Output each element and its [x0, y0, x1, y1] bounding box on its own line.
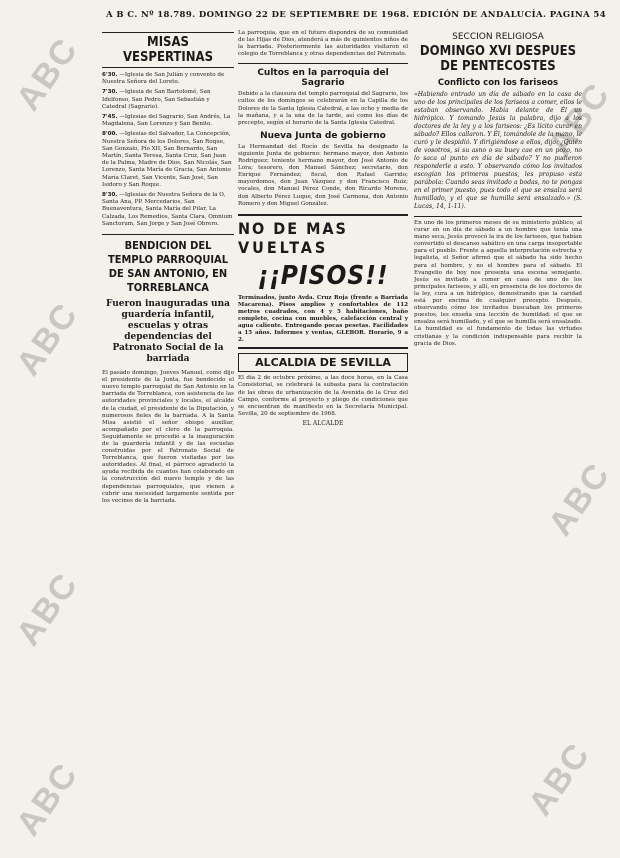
alcaldia-body: El día 2 de octubre próximo, a las doce horas, en la Casa Consistorial, se celebrará la subasta para la contratación de las obras de urbanización de la Avenida de la Cruz del Campo, conforme al proyecto y pliego de condiciones que se encuentran de manifiesto en la Secretaría Municipal. Sevilla, 20 de septiembre de 1968. — [238, 375, 408, 417]
ad-box — [238, 214, 408, 350]
ad-line1: NO DE MAS — [238, 218, 348, 238]
alcaldia-title: ALCALDIA DE SEVILLA — [238, 353, 408, 372]
watermark: ABC — [9, 295, 86, 383]
intro-text: La parroquia, que en el futuro dispondrá de su comunidad de las Hijas de Dios, atenderá a más de quinientos niños de la barriada. Posteriormente las autoridades visitaron el colegio de Torreblanca y otras dependencias del Patronato. — [238, 30, 408, 58]
sunday-subtitle: Conflicto con los fariseos — [437, 78, 559, 88]
ad-big: ¡¡PISOS!! — [257, 260, 389, 291]
mass-item: 7'45. —Iglesias del Sagrario, San Andrés, La Magdalena, San Lorenzo y San Benito. — [102, 114, 231, 128]
sunday-title-2: DE PENTECOSTES — [440, 59, 556, 74]
mass-item: 6'30. —Iglesia de San Julián y convento de Nuestra Señora del Loreto. — [102, 72, 225, 86]
junta-title: Nueva Junta de gobierno — [260, 130, 386, 141]
watermark: ABC — [9, 565, 86, 653]
ad-line2: VUELTAS — [238, 237, 329, 257]
section-label: SECCION RELIGIOSA — [452, 32, 544, 42]
subheadline: Fueron inauguradas una guardería infantil, escuelas y otras dependencias del Patronato Social de la barriada — [106, 299, 230, 365]
headline: BENDICION DEL TEMPLO PARROQUIAL DE SAN ANTONIO, EN TORREBLANCA — [107, 239, 229, 295]
ad-body: Terminados, junto Avda. Cruz Roja (frente a Barriada Macarena). Pisos amplios y confortables de 112 metros cuadrados, con 4 y 5 habitaciones, baño completo, cocina con muebles, calefacción central y agua caliente. Entregando pocas pesetas. Facilidades a 15 años. Informes y ventas, GLEBOR. Horario, 9 a 2. — [238, 294, 408, 344]
cultos-title: Cultos en la parroquia del Sagrario — [257, 68, 389, 89]
junta-body: La Hermandad del Rocío de Sevilla ha designado la siguiente Junta de gobierno: hermano mayor, don Antonio Rodríguez; teniente hermano mayor, don José Antonio de Lora; tesorero, don Manuel Sánchez; secretario, don Enrique Fernández; fiscal, don Rafael Garrido; mayordomos, don Juan Vázquez y don Francisco Ruiz; vocales, don Manuel Pérez Conde, don Ricardo Moreno, don Alberto Pérez Luque, don José Carmona, don Antonio Romero y don Miguel González. — [238, 143, 408, 207]
column-left — [102, 30, 234, 840]
sunday-title-1: DOMINGO XVI DESPUES — [419, 44, 577, 59]
misas-title: MISAS VESPERTINAS — [122, 35, 214, 65]
column-middle — [238, 30, 408, 840]
watermark: ABC — [541, 455, 618, 543]
mass-item: 7'30. —Iglesia de San Bartolomé, San Idelfonso, San Pedro, San Sebastián y Catedral (Sagrario). — [102, 89, 211, 110]
mass-list — [102, 72, 234, 228]
watermark: ABC — [9, 30, 86, 118]
page-header: A B C. Nº 18.789. DOMINGO 22 DE SEPTIEMBRE DE 1968. EDICIÓN DE ANDALUCÍA. PAGINA 54 — [106, 10, 607, 20]
alcaldia-sign: EL ALCALDE — [302, 419, 344, 427]
gospel-text: «Habiendo entrado un día de sábado en la casa de uno de los principales de los fariseos a comer, ellos le estaban observando. Había delante de Él un hidrópico. Y tomando Jesús la palabra, dijo a los doctores de la ley y a los fariseos: ¿Es lícito curar en sábado? Ellos callaron. Y Él, tomándole de la mano, le curó y le despidió. Y dirigiéndose a ellos, dijo: ¿Quién de vosotros, si su asno o su buey cae en un pozo, no lo saca al punto en día de sábado? Y no pudieron responderle a esto. Y observando cómo los invitados escogían los primeros puestos, les propuso esta parábola: Cuando seas invitado a bodas, no te pongas en el primer puesto, pues todo el que se ensalza será humillado, y el que se humilla será ensalzado.» (S. Lucas, 14, 1-11). — [414, 91, 582, 210]
watermark: ABC — [9, 755, 86, 843]
cultos-body: Debido a la clausura del templo parroquial del Sagrario, los cultos de los domingos se celebrarán en la Capilla de los Dolores de la Santa Iglesia Catedral, a las ocho y media de la mañana, y a la una de la tarde, así como los días de precepto, según el horario de la Santa Iglesia Catedral. — [238, 91, 408, 126]
watermark: ABC — [541, 75, 618, 163]
watermark: ABC — [521, 735, 598, 823]
mass-item: 8'30. —Iglesias de Nuestra Señora de la O, Santa Ana, PP. Mercedarios, San Buenaventura, Santa María del Pilar, La Calzada, Los Remedios, Santa Clara, Omnium Sanctorum, San Jorge y San José Obrero. — [102, 192, 233, 227]
mass-item: 8'00. —Iglesias del Salvador, La Concepción, Nuestra Señora de los Dolores, San Roque, San Gonzalo, Pío XII, San Bernardo, San Martín, Santa Teresa, Santa Cruz, San Juan de la Palma, Madre de Dios, San Nicolás, San Lorenzo, Santa María de Gracia, San Antonio María Claret, San Vicente, San José, San Isidoro y San Roque. — [102, 131, 232, 188]
article-body: El pasado domingo, Jueves Manuel, como dijo el presidente de la Junta, fue bendecido el nuevo templo parroquial de San Antonio en la barriada de Torreblanca, con asistencia de las autoridades provinciales y locales, el alcalde de la ciudad, el presidente de la Diputación, y numerosos fieles de la barriada. A la Santa Misa asistió el señor obispo auxiliar, acompañado por el clero de la parroquia. Seguidamente se procedió a la inauguración de la guardería infantil y de las escuelas construidas por el Patronato Social de Torreblanca, que fueron visitadas por las autoridades. Al final, el párroco agradeció la ayuda recibida de cuantos han colaborado en la construcción del nuevo templo y de las dependencias parroquiales, que vienen a cubrir una necesidad largamente sentida por los vecinos de la barriada. — [102, 370, 234, 504]
column-right — [414, 30, 582, 840]
commentary-body: En uno de los primeros meses de su ministerio público, al curar en un día de sábado a un hombre que tenía una mano seca, Jesús provocó la ira de los fariseos, que habían convertido el descanso sabático en una carga insoportable para el pueblo. Frente a aquella interpretación estrecha y legalista, el Señor afirmó que el sábado ha sido hecho para el hombre, y no el hombre para el sábado. El Evangelio de hoy nos presenta una escena semejante. Jesús es invitado a comer en casa de uno de los principales fariseos, y allí, en presencia de los doctores de la ley, cura a un hidrópico, demostrando que la caridad está por encima de cualquier precepto. Después, observando cómo los invitados buscaban los primeros puestos, les enseña una lección de humildad: el que se ensalza será humillado, y el que se humilla será ensalzado. La humildad es el fundamento de todas las virtudes cristianas y la condición indispensable para recibir la gracia de Dios. — [414, 220, 582, 347]
